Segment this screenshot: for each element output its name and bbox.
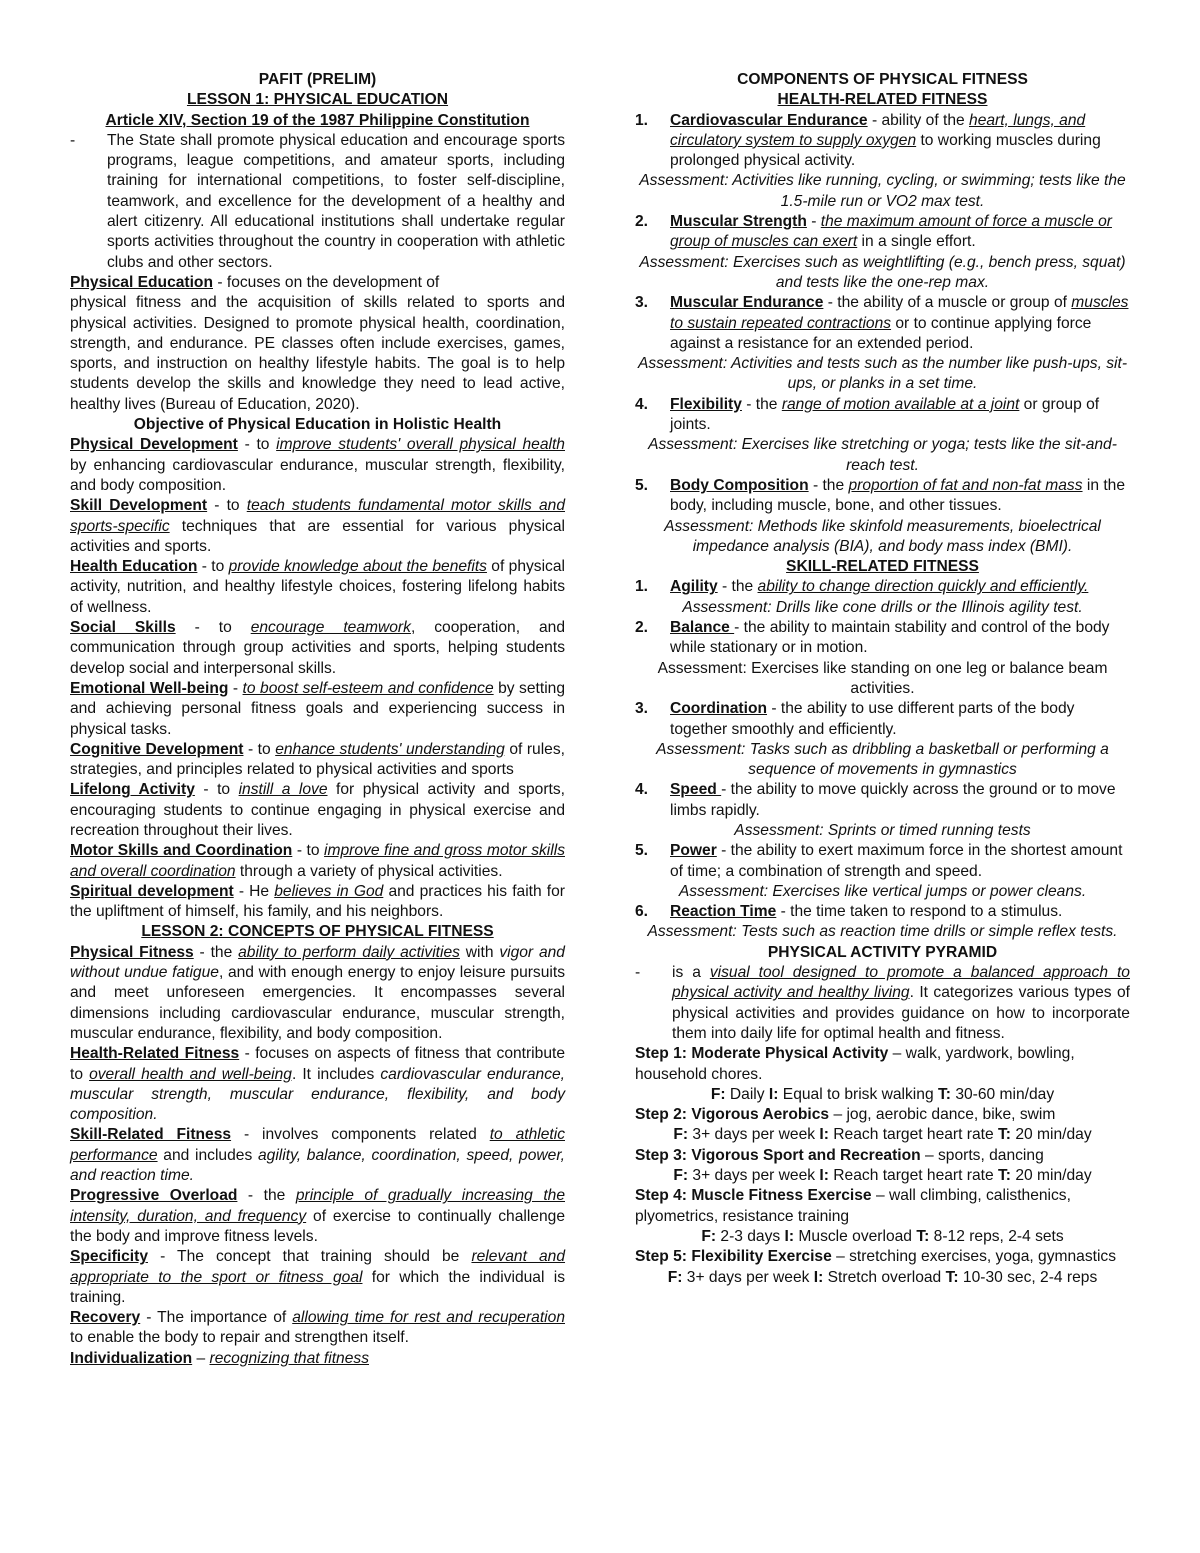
- item-number: 5.: [635, 476, 649, 494]
- step-heading: Step 2: Vigorous Aerobics: [635, 1106, 830, 1124]
- step-heading: Step 4: Muscle Fitness Exercise: [635, 1187, 872, 1205]
- assessment-text: Assessment: Exercises like standing on one leg or balance beam activities.: [657, 659, 1108, 697]
- health-related-term: Flexibility: [670, 395, 742, 413]
- pyramid-title: PHYSICAL ACTIVITY PYRAMID: [767, 943, 998, 961]
- health-related-emphasis: proportion of fat and non-fat mass: [848, 476, 1083, 494]
- step-time: 8-12 reps, 2-4 sets: [933, 1227, 1064, 1245]
- item-number: 6.: [635, 903, 649, 921]
- pe-term: Physical Education: [70, 273, 213, 291]
- objective-item: Lifelong Activity - to instill a love for physical activity and sports, encouraging students to continue engaging in physical exercise and recreation throughout their lives.: [70, 781, 566, 839]
- health-related-emphasis: muscles to sustain repeated contractions: [670, 294, 1129, 332]
- concept-term: Specificity: [70, 1248, 148, 1266]
- assessment-text: Assessment: Tasks such as dribbling a basketball or performing a sequence of movements in gymnastics: [656, 740, 1109, 779]
- assessment-text: Assessment: Drills like cone drills or the Illinois agility test.: [682, 598, 1083, 616]
- step-time: 30-60 min/day: [955, 1085, 1055, 1103]
- objective-item: Skill Development - to teach students fundamental motor skills and sports-specific techniques that are essential for various physical activities and sports.: [70, 497, 565, 555]
- objective-term: Physical Development: [70, 436, 238, 454]
- objective-item: Health Education - to provide knowledge about the benefits of physical activity, nutrition, and healthy lifestyle choices, fostering lifelong habits of wellness.: [70, 558, 565, 616]
- step-frequency: 2-3 days: [720, 1227, 781, 1245]
- assessment-text: Assessment: Exercises like stretching or yoga; tests like the sit-and-reach test.: [648, 436, 1117, 474]
- assessment-text: Assessment: Activities like running, cycling, or swimming; tests like the 1.5-mile run or VO2 max test.: [639, 172, 1126, 210]
- item-number: 4.: [635, 395, 649, 413]
- skill-related-term: Balance: [670, 619, 735, 637]
- pyramid-steps: [635, 1044, 1130, 1288]
- pyramid-step: Step 4: Muscle Fitness Exercise – wall climbing, calisthenics, plyometrics, resistance training: [635, 1187, 1071, 1225]
- article-title: Article XIV, Section 19 of the 1987 Philippine Constitution: [105, 111, 530, 129]
- pe-definition: Physical Education - focuses on the development of physical fitness and the acquisition of skills related to sports and physical activities. Designed to promote physical health, coordination, strength, and endurance. PE classes often include exercises, games, sports, and instruction on healthy lifestyle habits. The goal is to help students develop the skills and knowledge they need to lead active, healthy lives (Bureau of Education, 2020).: [70, 273, 565, 413]
- concept-term: Individualization: [70, 1349, 193, 1367]
- step-time: 10-30 sec, 2-4 reps: [962, 1268, 1098, 1286]
- skill-related-emphasis: ability to change direction quickly and efficiently.: [757, 578, 1089, 596]
- health-related-term: Muscular Strength: [670, 213, 807, 231]
- step-frequency: 3+ days per week: [692, 1167, 816, 1185]
- skill-related-item: 4. Speed - the ability to move quickly across the ground or to move limbs rapidly.: [635, 780, 1130, 821]
- objective-emphasis: instill a love: [238, 781, 328, 799]
- step-intensity: Stretch overload: [827, 1268, 942, 1286]
- concept-item: Health-Related Fitness - focuses on aspects of fitness that contribute to overall health and well-being. It includes cardiovascular endurance, muscular strength, muscular endurance, flexibility, and body composition.: [70, 1045, 565, 1124]
- pyramid-step: Step 1: Moderate Physical Activity – walk, yardwork, bowling, household chores.: [635, 1045, 1075, 1083]
- step-heading: Step 1: Moderate Physical Activity: [635, 1045, 889, 1063]
- step-fit: F: 3+ days per week I: Reach target heart rate T: 20 min/day: [673, 1126, 1092, 1144]
- step-time: 20 min/day: [1015, 1126, 1092, 1144]
- objective-emphasis: encourage teamwork: [250, 619, 411, 637]
- health-related-item: 1. Cardiovascular Endurance - ability of the heart, lungs, and circulatory system to supply oxygen to working muscles during prolonged physical activity.: [635, 111, 1130, 172]
- step-heading: Step 5: Flexibility Exercise: [635, 1248, 832, 1266]
- article-text: The State shall promote physical education and encourage sports programs, league competitions, and amateur sports, including training for international competitions, to foster self-discipline, teamwork, and excellence for the development of a healthy and alert citizenry. All educational institutions shall undertake regular sports activities throughout the country in cooperation with athletic clubs and other sectors.: [107, 131, 565, 271]
- concept-emphasis: overall health and well-being: [89, 1065, 292, 1083]
- health-related-item: 4. Flexibility - the range of motion available at a joint or group of joints.: [635, 395, 1130, 436]
- health-related-term: Cardiovascular Endurance: [670, 111, 868, 129]
- document-title: PAFIT (PRELIM): [258, 71, 377, 88]
- item-number: 3.: [635, 700, 649, 718]
- objective-term: Emotional Well-being: [70, 679, 229, 697]
- objective-item: Cognitive Development - to enhance students' understanding of rules, strategies, and principles related to physical activities and sports: [70, 740, 565, 779]
- concept-term: Health-Related Fitness: [70, 1045, 240, 1063]
- skill-related-list: [635, 577, 1130, 942]
- objective-term: Social Skills: [70, 619, 176, 637]
- skill-related-item: 6. Reaction Time - the time taken to respond to a stimulus.: [635, 902, 1130, 922]
- step-fit: F: 3+ days per week I: Reach target heart rate T: 20 min/day: [673, 1167, 1092, 1185]
- concept-item: Progressive Overload - the principle of gradually increasing the intensity, duration, and frequency of exercise to continually challenge the body and improve fitness levels.: [70, 1187, 565, 1245]
- item-number: 2.: [635, 213, 649, 231]
- health-related-emphasis: range of motion available at a joint: [781, 395, 1020, 413]
- objective-item: Physical Development - to improve students' overall physical health by enhancing cardiovascular endurance, muscular strength, flexibility, and body composition.: [70, 436, 565, 494]
- objective-term: Spiritual development: [70, 882, 234, 900]
- objective-title: Objective of Physical Education in Holistic Health: [133, 416, 502, 434]
- objective-term: Cognitive Development: [70, 740, 244, 758]
- concept-term: Physical Fitness: [70, 943, 194, 961]
- objective-term: Skill Development: [70, 497, 208, 515]
- step-intensity: Equal to brisk walking: [782, 1085, 934, 1103]
- pyramid-definition: - is a visual tool designed to promote a balanced approach to physical activity and healthy living. It categorizes various types of physical activities and provides guidance on how to incorporate them into daily life for optimal health and fitness.: [635, 963, 1130, 1044]
- assessment-text: Assessment: Sprints or timed running tests: [734, 821, 1031, 839]
- objective-item: Social Skills - to encourage teamwork, cooperation, and communication through group activities and sports, helping students develop social and interpersonal skills.: [70, 619, 566, 677]
- concept-item: Individualization – recognizing that fitness: [70, 1349, 369, 1367]
- pyramid-step: Step 5: Flexibility Exercise – stretching exercises, yoga, gymnastics: [635, 1248, 1117, 1266]
- concept-term: Skill-Related Fitness: [70, 1126, 232, 1144]
- concept-item: Specificity - The concept that training should be relevant and appropriate to the sport or fitness goal for which the individual is training.: [70, 1248, 566, 1306]
- objective-emphasis: believes in God: [274, 882, 384, 900]
- objective-emphasis: provide knowledge about the benefits: [228, 558, 487, 576]
- bullet-dash: -: [70, 131, 76, 149]
- skill-related-title: SKILL-RELATED FITNESS: [786, 558, 979, 576]
- item-number: 4.: [635, 781, 649, 799]
- skill-related-term: Agility: [670, 578, 718, 596]
- concept-item: Physical Fitness - the ability to perform daily activities with vigor and without undue fatigue, and with enough energy to enjoy leisure pursuits and meet unforeseen emergencies. It encompasses several dimensions including cardiovascular endurance, muscular strength, muscular endurance, flexibility, and body composition.: [70, 943, 565, 1042]
- objective-term: Motor Skills and Coordination: [70, 842, 293, 860]
- step-fit: F: Daily I: Equal to brisk walking T: 30-60 min/day: [710, 1085, 1055, 1103]
- step-frequency: 3+ days per week: [692, 1126, 816, 1144]
- step-frequency: Daily: [729, 1085, 765, 1103]
- step-fit: F: 2-3 days I: Muscle overload T: 8-12 reps, 2-4 sets: [701, 1227, 1064, 1245]
- health-related-emphasis: the maximum amount of force a muscle or group of muscles can exert: [670, 213, 1112, 251]
- left-column: [70, 70, 565, 1369]
- skill-related-term: Coordination: [670, 700, 768, 718]
- lesson1-title: LESSON 1: PHYSICAL EDUCATION: [186, 91, 449, 109]
- objective-item: Emotional Well-being - to boost self-esteem and confidence by setting and achieving personal fitness goals and experiencing success in physical tasks.: [70, 679, 565, 738]
- concept-item: Skill-Related Fitness - involves components related to athletic performance and includes agility, balance, coordination, speed, power, and reaction time.: [70, 1126, 565, 1185]
- assessment-text: Assessment: Exercises like vertical jumps or power cleans.: [678, 882, 1087, 900]
- health-related-item: 3. Muscular Endurance - the ability of a muscle or group of muscles to sustain repeated contractions or to continue applying force against a resistance for an extended period.: [635, 293, 1130, 354]
- item-number: 3.: [635, 294, 649, 312]
- skill-related-item: 3. Coordination - the ability to use different parts of the body together smoothly and efficiently.: [635, 699, 1130, 740]
- skill-related-term: Speed: [670, 781, 722, 799]
- skill-related-item: 1. Agility - the ability to change direction quickly and efficiently.: [635, 577, 1130, 597]
- skill-related-term: Reaction Time: [670, 903, 777, 921]
- assessment-text: Assessment: Exercises such as weightlifting (e.g., bench press, squat) and tests like the one-rep max.: [639, 253, 1126, 291]
- pyramid-step: Step 2: Vigorous Aerobics – jog, aerobic dance, bike, swim: [635, 1106, 1056, 1124]
- concept-emphasis: allowing time for rest and recuperation: [292, 1309, 565, 1327]
- objective-emphasis: improve students' overall physical health: [276, 436, 565, 454]
- concept-emphasis: ability to perform daily activities: [238, 943, 460, 961]
- objective-emphasis: to boost self-esteem and confidence: [242, 679, 494, 697]
- item-number: 1.: [635, 578, 649, 596]
- step-intensity: Reach target heart rate: [833, 1167, 994, 1185]
- bullet-dash: -: [635, 964, 641, 982]
- lesson2-title: LESSON 2: CONCEPTS OF PHYSICAL FITNESS: [141, 923, 494, 941]
- objective-item: Motor Skills and Coordination - to improve fine and gross motor skills and overall coordination through a variety of physical activities.: [70, 842, 565, 880]
- health-related-emphasis: heart, lungs, and circulatory system to supply oxygen: [670, 111, 1086, 149]
- concept-emphasis: recognizing that fitness: [209, 1349, 369, 1367]
- skill-related-item: 2. Balance - the ability to maintain stability and control of the body while stationary or in motion.: [635, 618, 1130, 659]
- objective-term: Lifelong Activity: [70, 781, 195, 799]
- step-heading: Step 3: Vigorous Sport and Recreation: [635, 1146, 921, 1164]
- objective-emphasis: enhance students' understanding: [275, 740, 505, 758]
- concept-term: Recovery: [70, 1309, 141, 1327]
- step-intensity: Reach target heart rate: [833, 1126, 994, 1144]
- skill-related-term: Power: [670, 842, 717, 860]
- article-bullet: [70, 131, 565, 273]
- objective-item: Spiritual development - He believes in God and practices his faith for the upliftment of himself, his family, and his neighbors.: [70, 882, 566, 921]
- step-time: 20 min/day: [1015, 1167, 1092, 1185]
- right-column: [635, 70, 1130, 1288]
- health-related-term: Muscular Endurance: [670, 294, 824, 312]
- health-related-title: HEALTH-RELATED FITNESS: [777, 91, 988, 109]
- concepts-list: [70, 943, 565, 1369]
- skill-related-item: 5. Power - the ability to exert maximum force in the shortest amount of time; a combination of strength and speed.: [635, 841, 1130, 882]
- concept-emphasis: principle of gradually increasing the intensity, duration, and frequency: [70, 1187, 565, 1225]
- step-intensity: Muscle overload: [798, 1227, 912, 1245]
- concept-term: Progressive Overload: [70, 1187, 238, 1205]
- health-related-item: 2. Muscular Strength - the maximum amount of force a muscle or group of muscles can exert in a single effort.: [635, 212, 1130, 253]
- health-related-term: Body Composition: [670, 476, 809, 494]
- item-number: 5.: [635, 842, 649, 860]
- step-fit: F: 3+ days per week I: Stretch overload T: 10-30 sec, 2-4 reps: [667, 1268, 1098, 1286]
- assessment-text: Assessment: Methods like skinfold measurements, bioelectrical impedance analysis (BIA), and body mass index (BMI).: [664, 517, 1101, 555]
- concept-emphasis: to athletic performance: [70, 1126, 565, 1164]
- components-title: COMPONENTS OF PHYSICAL FITNESS: [737, 71, 1028, 88]
- concept-item: Recovery - The importance of allowing time for rest and recuperation to enable the body to repair and strengthen itself.: [70, 1309, 565, 1347]
- objective-emphasis: improve fine and gross motor skills and overall coordination: [70, 842, 565, 880]
- step-frequency: 3+ days per week: [686, 1268, 810, 1286]
- assessment-text: Assessment: Activities and tests such as the number like push-ups, sit-ups, or planks in a set time.: [637, 355, 1128, 393]
- health-related-item: 5. Body Composition - the proportion of fat and non-fat mass in the body, including muscle, bone, and other tissues.: [635, 476, 1130, 517]
- objectives-list: [70, 435, 565, 922]
- item-number: 2.: [635, 619, 649, 637]
- health-related-list: [635, 111, 1130, 558]
- pyramid-step: Step 3: Vigorous Sport and Recreation – sports, dancing: [635, 1146, 1044, 1164]
- assessment-text: Assessment: Tests such as reaction time drills or simple reflex tests.: [647, 923, 1118, 941]
- item-number: 1.: [635, 111, 649, 129]
- concept-emphasis: relevant and appropriate to the sport or fitness goal: [70, 1248, 566, 1286]
- objective-term: Health Education: [70, 558, 198, 576]
- objective-emphasis: teach students fundamental motor skills and sports-specific: [70, 497, 565, 535]
